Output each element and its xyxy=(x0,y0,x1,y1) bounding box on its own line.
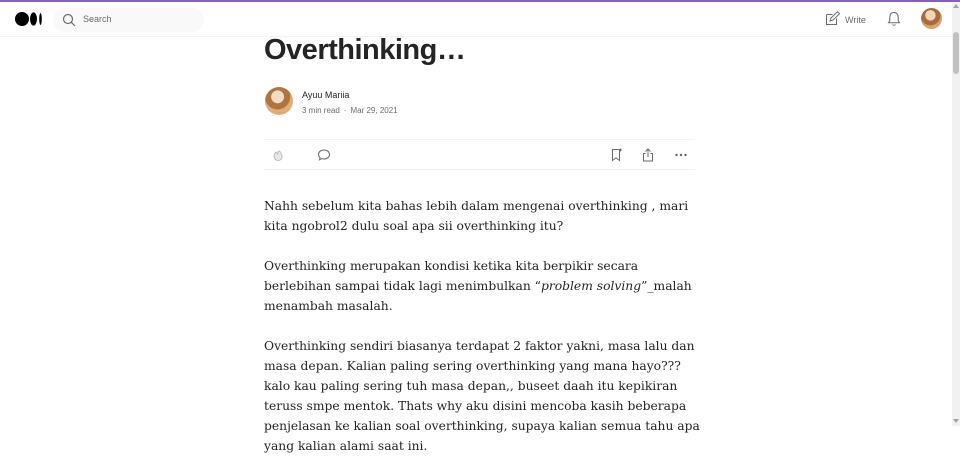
write-icon xyxy=(825,12,839,26)
scroll-up-arrow-icon[interactable] xyxy=(953,4,959,8)
bookmark-icon[interactable] xyxy=(609,148,623,162)
search-bar[interactable] xyxy=(53,8,204,32)
share-icon[interactable] xyxy=(641,148,655,162)
publish-date: Mar 29, 2021 xyxy=(350,106,398,115)
article-meta xyxy=(302,106,398,115)
paragraph-2-text-end: ”_malah menambah masalah. xyxy=(264,279,692,313)
paragraph-1: Nahh sebelum kita bahas lebih dalam mengenai overthinking , mari kita ngobrol2 dulu soal apa sii overthinking itu? xyxy=(264,199,689,233)
top-navbar xyxy=(0,2,952,37)
scrollbar-thumb[interactable] xyxy=(953,32,959,74)
meta-separator: · xyxy=(343,106,347,115)
more-icon[interactable] xyxy=(674,148,688,162)
scrollbar[interactable] xyxy=(952,2,960,426)
article-title: Overthinking… xyxy=(264,34,466,66)
author-name[interactable]: Ayuu Mariia xyxy=(302,90,350,100)
article-action-bar xyxy=(264,139,695,170)
paragraph-2 xyxy=(264,256,704,316)
medium-logo-icon[interactable] xyxy=(15,12,45,26)
bell-icon[interactable] xyxy=(887,11,901,27)
paragraph-3: Overthinking sendiri biasanya terdapat 2 faktor yakni, masa lalu dan masa depan. Kalian paling sering overthinking yang mana hayo??? kalo kau paling sering tuh masa depan,, buseet daah itu kepikiran teruss smpe mentok. Thats why aku disini mencoba kasih beberapa penjelasan ke kalian soal overthinking, supaya kalian semua tahu apa yang kalian alami saat ini. xyxy=(264,339,700,453)
comment-icon[interactable] xyxy=(317,148,331,162)
search-input[interactable]: Search xyxy=(83,14,112,24)
user-avatar[interactable] xyxy=(921,8,942,29)
paragraph-2-emphasis: problem solving xyxy=(540,279,642,293)
author-avatar[interactable] xyxy=(265,87,293,115)
paragraph-2-text-start: Overthinking merupakan kondisi ketika kita berpikir secara berlebihan sampai tidak lagi menimbulkan “ xyxy=(264,259,639,293)
scroll-down-arrow-icon[interactable] xyxy=(953,419,959,423)
write-label: Write xyxy=(845,15,866,25)
article-body xyxy=(264,196,704,476)
read-time: 3 min read xyxy=(302,106,340,115)
search-icon xyxy=(62,13,76,27)
clap-icon[interactable] xyxy=(271,148,285,162)
